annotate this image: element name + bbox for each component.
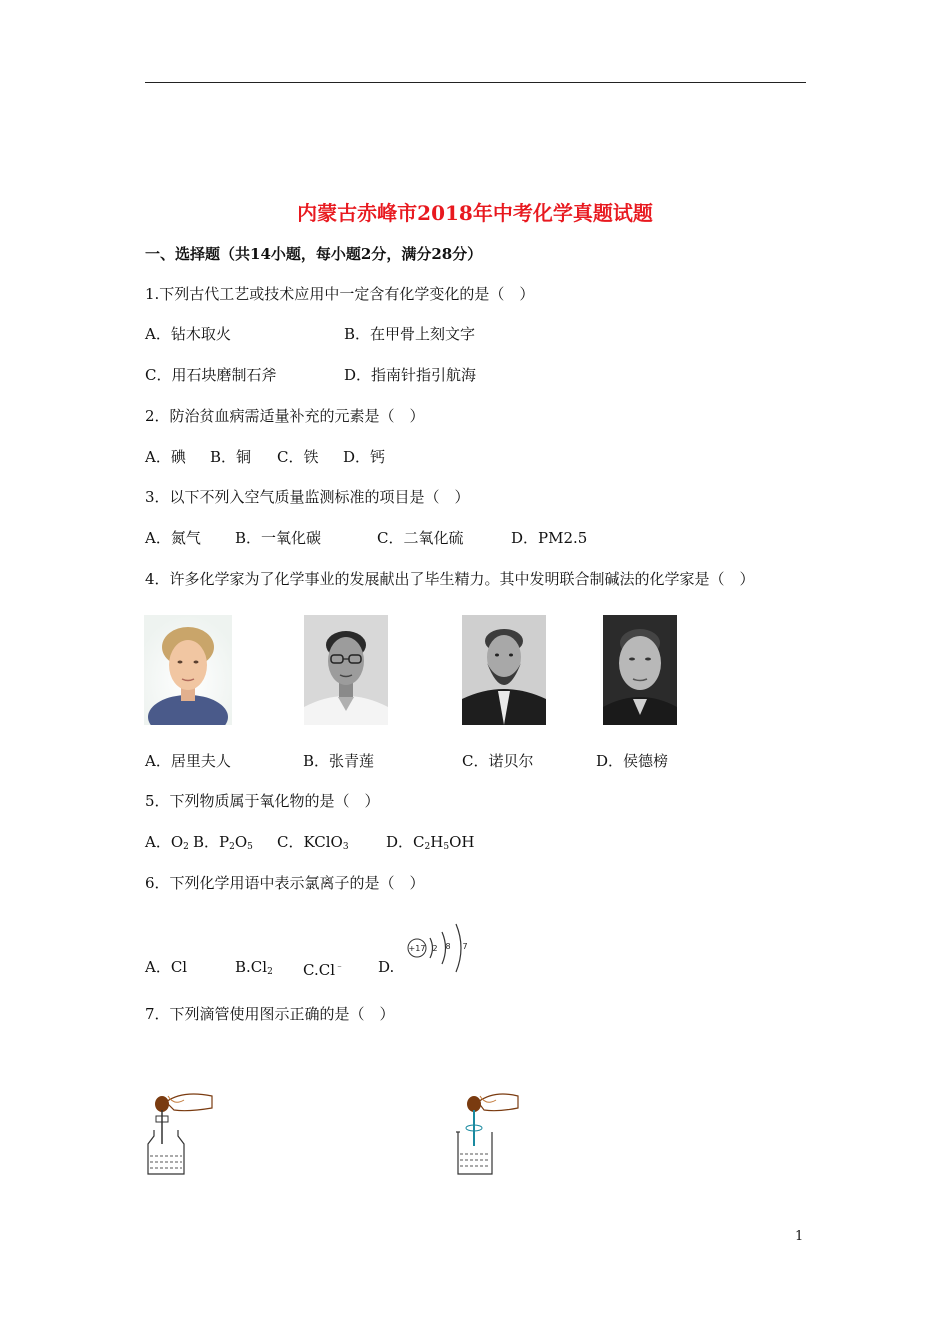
atom-shell-2-label: 8 xyxy=(445,942,451,951)
q1-stem: 1.下列古代工艺或技术应用中一定含有化学变化的是（ ） xyxy=(145,285,535,303)
q3-option-d: D．PM2.5 xyxy=(511,529,588,547)
q2-option-a: A．碘 xyxy=(145,448,186,466)
q6-option-d: D. xyxy=(378,958,395,976)
q1-option-a: A．钻木取火 xyxy=(145,325,231,343)
q5-option-d: D．$C_2H_5OH$ xyxy=(386,833,475,852)
q3-option-a: A．氮气 xyxy=(145,529,201,547)
q3-option-c: C．二氧化硫 xyxy=(377,529,464,547)
q5-stem: 5．下列物质属于氧化物的是（ ） xyxy=(145,792,380,810)
q1-option-d: D．指南针指引航海 xyxy=(344,366,477,384)
dropper-beaker-illustration xyxy=(452,1088,524,1178)
q4-option-c: C．诺贝尔 xyxy=(462,752,534,770)
q2-stem: 2．防治贫血病需适量补充的元素是（ ） xyxy=(145,407,425,425)
chlorine-atom-diagram xyxy=(402,918,474,974)
q1-option-b: B．在甲骨上刻文字 xyxy=(344,325,476,343)
q6-option-a: A．Cl xyxy=(145,958,188,976)
header-rule xyxy=(145,82,806,83)
q4-option-a: A．居里夫人 xyxy=(145,752,231,770)
q2-option-d: D．钙 xyxy=(343,448,386,466)
q7-stem: 7．下列滴管使用图示正确的是（ ） xyxy=(145,1005,395,1023)
q6-stem: 6．下列化学用语中表示氯离子的是（ ） xyxy=(145,874,425,892)
q2-option-c: C．铁 xyxy=(277,448,319,466)
q6-option-b: $B.Cl_2$ xyxy=(235,958,273,977)
q2-option-b: B．铜 xyxy=(210,448,252,466)
atom-nucleus-label: +17 xyxy=(408,944,426,953)
q3-option-b: B．一氧化碳 xyxy=(235,529,322,547)
portrait-curie-image xyxy=(144,615,232,725)
q5-option-b: B．$P_2O_5$ xyxy=(193,833,253,852)
q6-option-c: C.Cl﹣ xyxy=(303,961,345,979)
q4-option-d: D．侯德榜 xyxy=(596,752,669,770)
q5-option-c: C．KClO$_3$ xyxy=(277,833,349,852)
atom-shell-1-label: 2 xyxy=(432,944,438,953)
dropper-bottle-illustration xyxy=(144,1088,216,1178)
page-number: 1 xyxy=(795,1229,804,1244)
portrait-nobel-image xyxy=(462,615,546,725)
q1-option-c: C．用石块磨制石斧 xyxy=(145,366,277,384)
atom-shell-3-label: 7 xyxy=(462,942,468,951)
q3-stem: 3．以下不列入空气质量监测标准的项目是（ ） xyxy=(145,488,470,506)
q4-stem: 4．许多化学家为了化学事业的发展献出了毕生精力。其中发明联合制碱法的化学家是（ ） xyxy=(145,570,755,588)
page-title: 内蒙古赤峰市2018年中考化学真题试题 xyxy=(297,201,653,225)
portrait-zhang-qinglian-image xyxy=(304,615,388,725)
q4-option-b: B．张青莲 xyxy=(303,752,375,770)
q5-option-a: A．$O_2$ xyxy=(145,833,189,852)
section-heading: 一、选择题（共14小题，每小题2分，满分28分） xyxy=(145,245,483,263)
portrait-hou-debang-image xyxy=(603,615,677,725)
